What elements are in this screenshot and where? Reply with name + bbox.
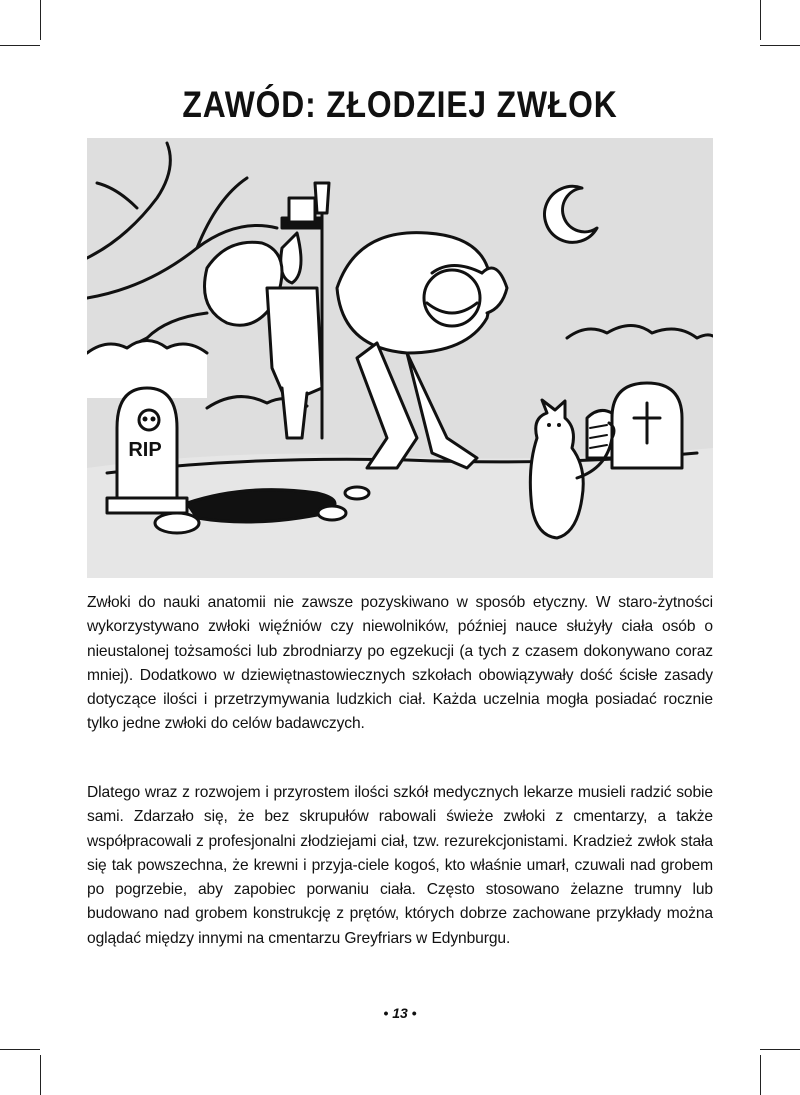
crop-mark xyxy=(760,45,800,46)
tombstone-text: RIP xyxy=(128,439,162,461)
crop-mark xyxy=(760,0,761,40)
crop-mark xyxy=(0,1049,40,1050)
crop-mark xyxy=(760,1049,800,1050)
crop-mark xyxy=(40,1055,41,1095)
paragraph: Zwłoki do nauki anatomii nie zawsze pozyskiwano w sposób etyczny. W staro-żytności wykorzystywano zwłoki więźniów czy niewolników, później nauce służyły ciała osób o nieustalonej tożsamości lub zbrodniarzy po egzekucji (a tych z czasem dokonywano coraz mniej). Dodatkowo w dziewiętnastowiecznych szkołach obowiązywały dość ścisłe zasady dotyczące ilości i przetrzymywania ludzkich ciał. Każda uczelnia mogła posiadać rocznie tylko jedne zwłoki do celów badawczych. xyxy=(87,594,713,733)
page-title: ZAWÓD: ZŁODZIEJ ZWŁOK xyxy=(182,84,618,125)
paragraph: Dlatego wraz z rozwojem i przyrostem ilości szkół medycznych lekarze musieli radzić sobie sami. Zdarzało się, że bez skrupułów rabowali świeże zwłoki z cmentarzy, a także współpracowali z profesjonalni złodziejami ciał, tzw. rezurekcjonistami. Kradzież zwłok stała się tak powszechna, że krewni i przyja-ciele kogoś, kto właśnie umarł, czuwali nad grobem po pogrzebie, aby zapobiec porwaniu ciała. Często stosowano żelazne trumny lub budowano nad grobem konstrukcję z prętów, których dobrze zachowane przykłady można oglądać między innymi na cmentarzu Greyfriars w Edynburgu. xyxy=(87,784,713,947)
crop-mark xyxy=(0,45,40,46)
page-number: • 13 • xyxy=(383,1005,417,1021)
graveyard-illustration xyxy=(87,138,713,578)
crop-mark xyxy=(40,0,41,40)
crop-mark xyxy=(760,1055,761,1095)
